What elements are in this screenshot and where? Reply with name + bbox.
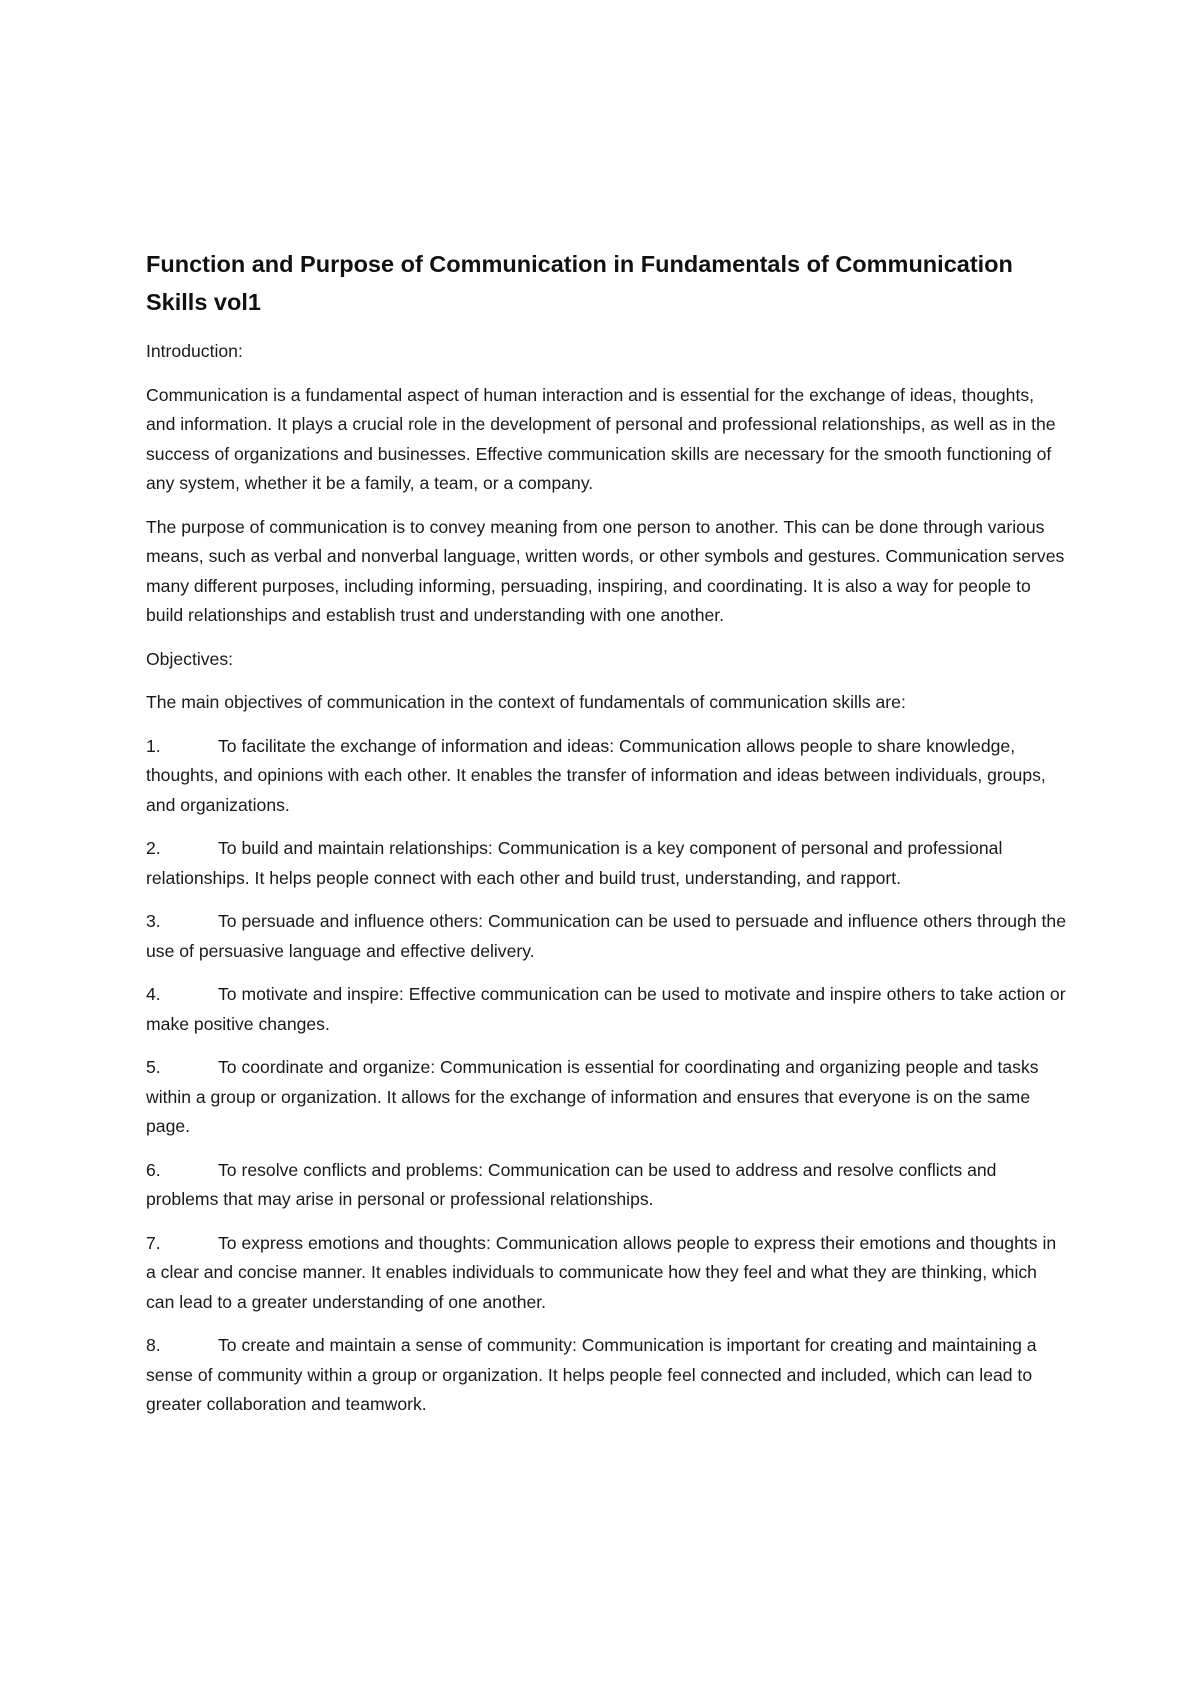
objective-number: 3. bbox=[146, 911, 161, 931]
objective-item-2 bbox=[146, 834, 1066, 893]
document-body bbox=[146, 245, 1066, 1434]
objective-text: To facilitate the exchange of information and ideas: Communication allows people to share knowledge, thoughts, and opinions with each other. It enables the transfer of information and ideas between individuals, groups, and organizations. bbox=[146, 735, 1046, 815]
objectives-intro: The main objectives of communication in the context of fundamentals of communication skills are: bbox=[146, 692, 906, 712]
objective-text: To persuade and influence others: Communication can be used to persuade and influence others through the use of persuasive language and effective delivery. bbox=[146, 911, 1066, 961]
objective-item-3 bbox=[146, 907, 1066, 966]
objective-text: To resolve conflicts and problems: Communication can be used to address and resolve conflicts and problems that may arise in personal or professional relationships. bbox=[146, 1159, 997, 1209]
objective-item-6 bbox=[146, 1156, 1066, 1215]
purpose-paragraph: The purpose of communication is to convey meaning from one person to another. This can be done through various means, such as verbal and nonverbal language, written words, or other symbols and gestures. Communication serves many different purposes, including informing, persuading, inspiring, and coordinating. It is also a way for people to build relationships and establish trust and understanding with one another. bbox=[146, 516, 1065, 625]
objectives-heading: Objectives: bbox=[146, 648, 234, 669]
objective-number: 6. bbox=[146, 1159, 161, 1180]
objective-item-8 bbox=[146, 1331, 1066, 1420]
objective-item-7 bbox=[146, 1229, 1066, 1318]
introduction-paragraph: Communication is a fundamental aspect of human interaction and is essential for the exchange of ideas, thoughts, and information. It plays a crucial role in the development of personal and professional relationships, as well as in the success of organizations and businesses. Effective communication skills are necessary for the smooth functioning of any system, whether it be a family, a team, or a company. bbox=[146, 384, 1056, 493]
objective-number: 5. bbox=[146, 1057, 161, 1077]
introduction-heading: Introduction: bbox=[146, 341, 243, 361]
objective-item-4 bbox=[146, 980, 1066, 1039]
objective-item-1 bbox=[146, 732, 1066, 821]
objective-number: 4. bbox=[146, 984, 161, 1004]
objective-text: To express emotions and thoughts: Communication allows people to express their emotions and thoughts in a clear and concise manner. It enables individuals to communicate how they feel and what they are thinking, which can lead to a greater understanding of one another. bbox=[146, 1232, 1057, 1312]
objective-item-5 bbox=[146, 1053, 1066, 1142]
document-title: Function and Purpose of Communication in Fundamentals of Communication Skills vol1 bbox=[146, 251, 1013, 315]
objective-number: 2. bbox=[146, 838, 161, 858]
objective-number: 7. bbox=[146, 1232, 161, 1253]
objective-text: To coordinate and organize: Communication is essential for coordinating and organizing people and tasks within a group or organization. It allows for the exchange of information and ensures that everyone is on the same page. bbox=[146, 1057, 1039, 1136]
objective-text: To build and maintain relationships: Communication is a key component of personal and professional relationships. It helps people connect with each other and build trust, understanding, and rapport. bbox=[146, 838, 1003, 888]
objective-number: 1. bbox=[146, 735, 161, 756]
objective-text: To motivate and inspire: Effective communication can be used to motivate and inspire others to take action or make positive changes. bbox=[146, 984, 1066, 1034]
objective-number: 8. bbox=[146, 1335, 161, 1355]
objective-text: To create and maintain a sense of community: Communication is important for creating and maintaining a sense of community within a group or organization. It helps people feel connected and included, which can lead to greater collaboration and teamwork. bbox=[146, 1335, 1037, 1414]
